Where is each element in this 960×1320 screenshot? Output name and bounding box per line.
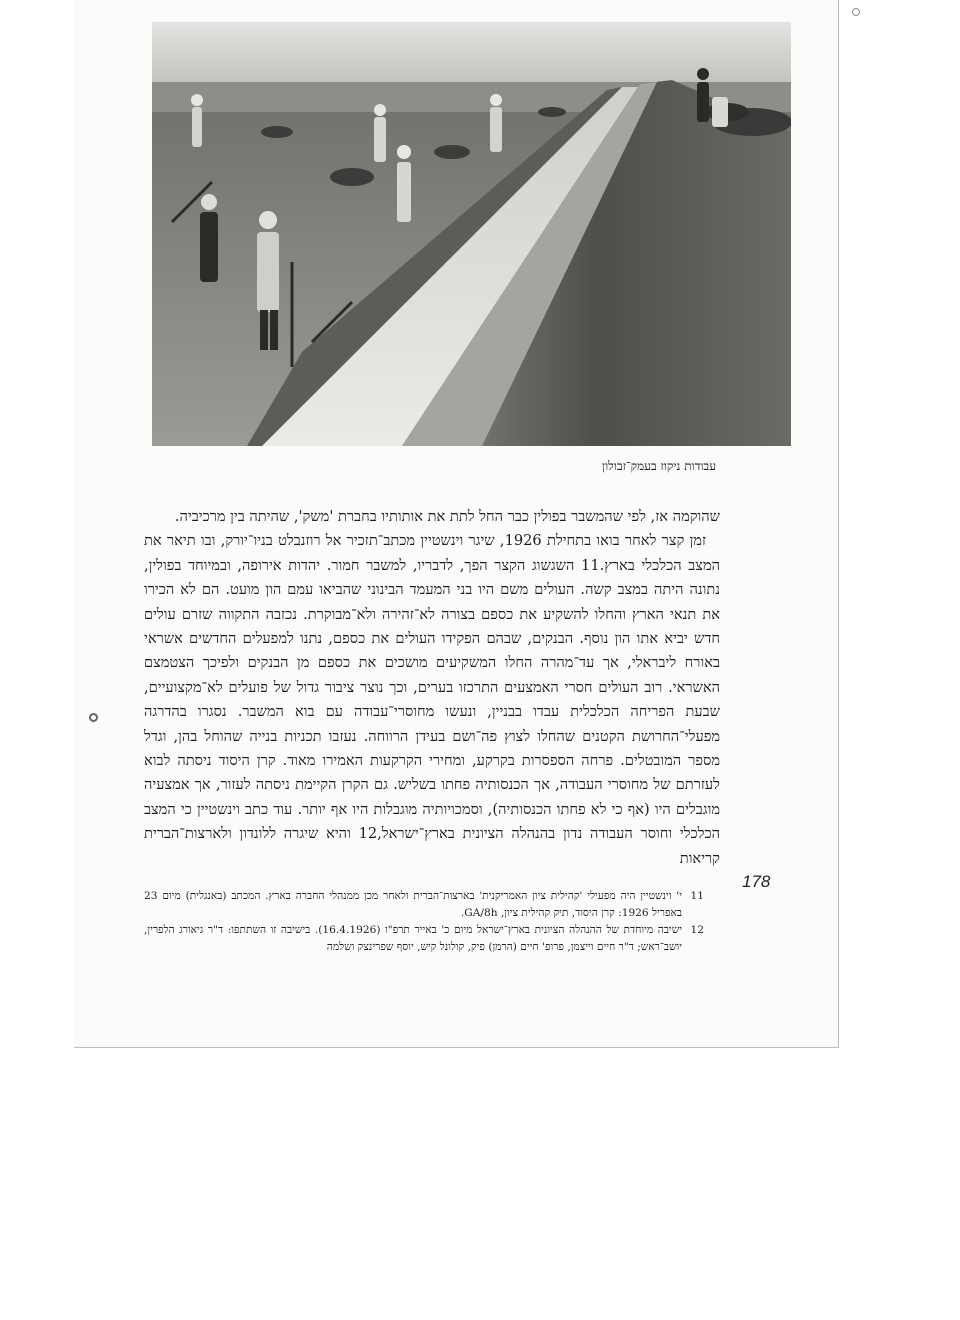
body-text bbox=[144, 505, 720, 871]
scan-corner-mark bbox=[852, 8, 860, 16]
footnotes bbox=[144, 888, 704, 956]
page-number: 178 bbox=[742, 872, 771, 891]
footnote bbox=[144, 922, 704, 956]
binding-hole-mark bbox=[89, 713, 98, 722]
paragraph: שהוקמה אז, לפי שהמשבר בפולין כבר החל לתת את אותותיו בחברת 'משק', שהיתה בין מרכיביה. bbox=[174, 508, 720, 525]
drainage-work-photo bbox=[152, 22, 791, 446]
footnote bbox=[144, 888, 704, 922]
footnote-number: 12 bbox=[690, 924, 704, 936]
footnote-text: ישיבה מיוחדת של ההנהלה הציונית בארץ־ישראל מיום כ' באייר תרפ"ו (16.4.1926). בישיבה זו השתתפו: ד"ר גיאורג הלפרין, יושב־ראש; ד"ר חיים וייצמן, פרופ' חיים (הרמן) פיק, קולונל קיש, יוסף שפרינצק ושלמה bbox=[144, 924, 682, 953]
paragraph: זמן קצר לאחר בואו בתחילת 1926, שיגר וינשטיין מכתב־תזכיר אל רוזנבלט בניו־יורק, ובו תיאר את המצב הכלכלי בארץ.11 השגשוג הקצר הפך, לדבריו, למשבר חמור. יהדות אירופה, ובמיוחד בפולין, נתונה היתה במצב קשה. העולים משם היו בני המעמד הבינוני שהביאו עמם הון מועט. הם לא הכירו את תנאי הארץ והחלו להשקיע את כספם בצורה לא־זהירה ולא־מבוקרת. נכזבה התקווה שזרם עולים חדש יביא אתו הון נוסף. הבנקים, שבהם הפקידו העולים את כספם, נתנו למפעלים החדשים אשראי באורח ליבראלי, אך עד־מהרה החלו המשקיעים מושכים את כספם מן הבנקים ולפיכך הצטמצם האשראי. רוב העולים חסרי האמצעים התרכזו בערים, וכך נוצר ציבור גדול של פועלים לא־מקצועיים, שבעת הפריחה הכלכלית עבדו בבניין, ונעשו מחוסרי־עבודה עם בוא המשבר. נסגרו בהדרגה מפעלי־החרושת הקטנים שהחלו לצוץ פה־ושם בעידן הרווחה. נעזבו תכניות בנייה שהוחל בהן, וגדל מספר המובטלים. פרחה הספסרות בקרקע, ומחירי הקרקעות האמירו מאוד. קרן היסוד ניסתה לבוא לעזרתם של מחוסרי העבודה, אך הכנסותיה פחתו בשליש. גם הקרן הקיימת ניסתה לעזור, אך אמצעיה מוגבלים היו (אף כי לא פחתו הכנסותיה), וסמכויותיה מוגבלות היו אף יותר. עוד כתב וינשטיין כי המצב הכלכלי וחוסר העבודה נדון בהנהלה הציונית בארץ־ישראל,12 והיא שיגרה ללונדון ולארצות־הברית קריאות bbox=[144, 532, 720, 867]
footnote-number: 11 bbox=[690, 890, 704, 902]
footnote-text: י' וינשטיין היה מפעילי 'קהילית ציון האמריקנית' בארצות־הברית ולאחר מכן ממנהלי החברה בארץ. המכתב (באנגלית) מיום 23 באפריל 1926: קרן היסוד, תיק קהילית ציון, GA/8h. bbox=[144, 890, 682, 919]
photo-caption: עבודות ניקוז בעמק־זבולון bbox=[602, 459, 716, 473]
